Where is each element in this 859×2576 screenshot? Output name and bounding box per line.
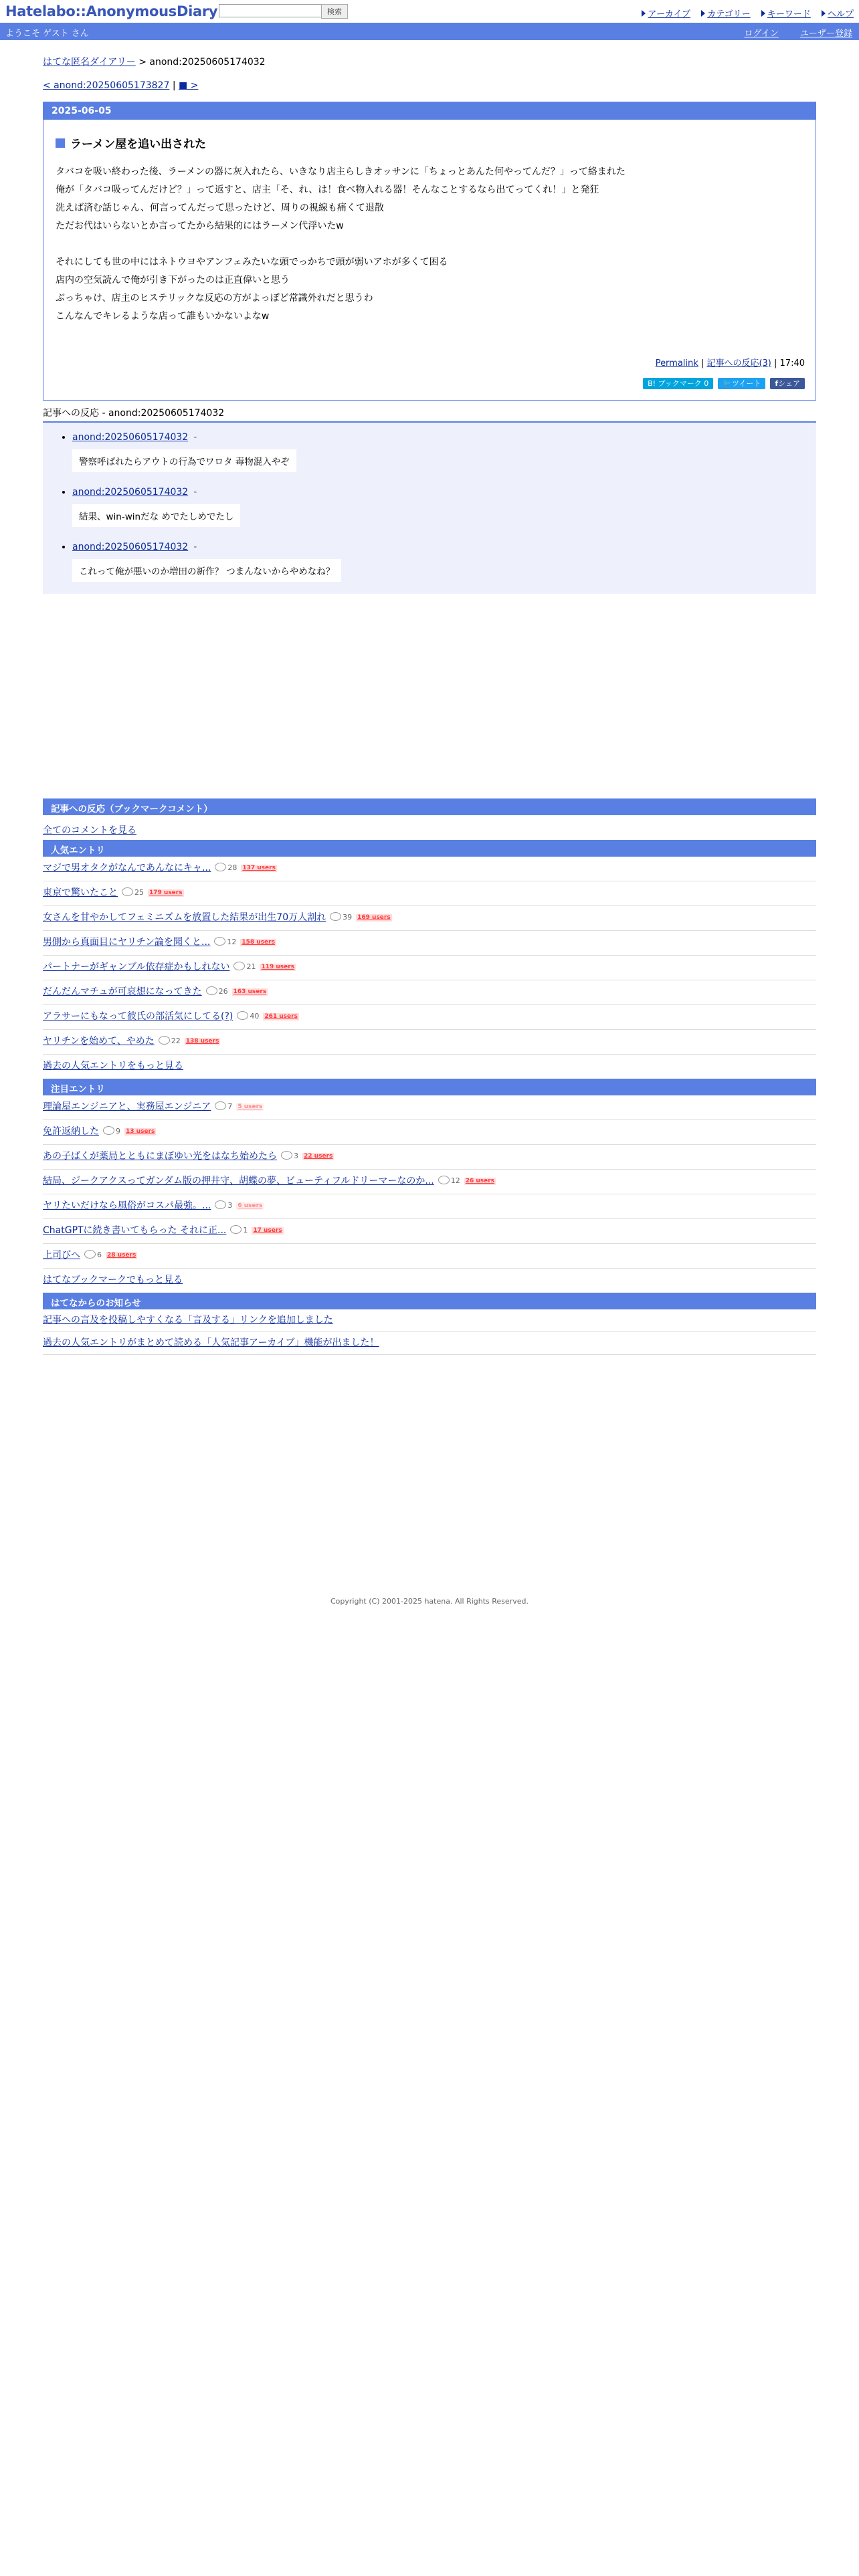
entry-row (43, 956, 816, 980)
attention-more (43, 1269, 816, 1293)
entry-link[interactable]: 女さんを甘やかしてフェミニズムを放置した結果が出生70万人割れ (43, 912, 326, 923)
bookmark-users-badge[interactable]: 26 users (465, 1177, 495, 1184)
comment-count-value: 7 (227, 1102, 233, 1111)
tweet-label: ツイート (731, 379, 761, 388)
comment-count[interactable] (215, 1095, 232, 1118)
nav-archive-link[interactable]: アーカイブ (642, 9, 690, 19)
entry-row (43, 931, 816, 956)
reaction-item (72, 487, 816, 527)
comment-count[interactable] (84, 1244, 102, 1267)
entry-row (43, 1244, 816, 1269)
body-line: 洗えば済む話じゃん、何言ってんだって思ったけど、周りの視線も痛くて退散 (56, 203, 384, 213)
comment-count[interactable] (281, 1145, 298, 1168)
breadcrumb (43, 55, 816, 68)
user-bar (0, 23, 859, 40)
comment-count[interactable] (330, 906, 352, 929)
search-input[interactable] (219, 4, 322, 17)
comment-count-value: 26 (218, 987, 228, 996)
all-comments (43, 815, 816, 840)
body-line: それにしても世の中にはネトウヨやアンフェみたいな頭でっかちで頭が弱いアホが多くて困る (56, 257, 448, 267)
hatena-bookmark-button[interactable]: B! ブックマーク 0 (643, 378, 713, 389)
entry-link[interactable]: あの子ばくが薬局とともにまぼゆい光をはなち始めたら (43, 1151, 277, 1162)
bookmark-users-badge[interactable]: 163 users (233, 988, 267, 995)
nav-help-link[interactable]: ヘルプ (822, 9, 854, 19)
welcome-text: ようこそ ゲスト さん (5, 29, 89, 39)
footer-separator: | (698, 358, 707, 368)
entry-row (43, 857, 816, 881)
news-item (43, 1309, 816, 1332)
comment-bubble-icon (206, 986, 217, 995)
body-line: ただお代はいらないとか言ってたから結果的にはラーメン代浮いたw (56, 221, 344, 231)
popular-more (43, 1055, 816, 1079)
reactions-box (43, 423, 816, 594)
entry-link[interactable]: だんだんマチュが可哀想になってきた (43, 986, 202, 997)
comment-count[interactable] (233, 956, 256, 978)
attention-entries-list (43, 1095, 816, 1269)
comment-count-value: 12 (227, 938, 237, 946)
body-line: 店内の空気読んで俺が引き下がったのは正直偉いと思う (56, 275, 290, 286)
body-line: タバコを吸い終わった後、ラーメンの器に灰入れたら、いきなり店主らしきオッサンに「ちょっとあんた何やってんだ？」って絡まれた (56, 167, 626, 177)
body-line (56, 235, 816, 253)
share-label: シェア (778, 379, 800, 388)
tweet-button[interactable] (718, 378, 765, 389)
comment-bubble-icon (215, 863, 226, 871)
login-link[interactable]: ログイン (744, 29, 779, 39)
comment-count-value: 9 (116, 1127, 120, 1136)
bookmark-users-badge[interactable]: 5 users (237, 1103, 263, 1110)
comment-count-value: 1 (243, 1226, 248, 1235)
body-line: ぶっちゃけ、店主のヒステリックな反応の方がよっぽど常識外れだと思うわ (56, 293, 373, 304)
comment-bubble-icon (215, 1101, 226, 1110)
entry-link[interactable]: ヤリチンを始めて、やめた (43, 1036, 155, 1047)
user-links (725, 26, 852, 39)
entry-link[interactable]: 理論屋エンジニアと、実務屋エンジニア (43, 1101, 211, 1112)
body-line: 俺が「タバコ吸ってんだけど？」って返すと、店主「そ、れ、は！食べ物入れる器！そんなことするなら出てってくれ！」と発狂 (56, 185, 599, 195)
facebook-share-button[interactable] (770, 378, 805, 389)
reaction-dash: - (193, 432, 197, 443)
breadcrumb-separator: > (135, 57, 150, 68)
entry-row (43, 1005, 816, 1030)
reaction-item (72, 542, 816, 582)
comment-count[interactable] (215, 857, 237, 879)
comment-bubble-icon (330, 912, 341, 921)
search-button[interactable]: 検索 (321, 4, 348, 19)
bookmark-users-badge[interactable]: 22 users (304, 1152, 333, 1160)
all-comments-link[interactable]: 全てのコメントを見る (43, 825, 136, 836)
news-link[interactable]: 過去の人気エントリがまとめて読める「人気記事アーカイブ」機能が出ました！ (43, 1337, 379, 1348)
nav-category-link[interactable]: カテゴリー (701, 9, 750, 19)
comment-bubble-icon (237, 1011, 248, 1020)
news-list (43, 1309, 816, 1355)
popular-entries-list (43, 857, 816, 1055)
entry-link[interactable]: 免許返納した (43, 1126, 99, 1137)
reaction-text: 結果、win-winだな めでたしめでたし (72, 504, 240, 527)
comment-bubble-icon (84, 1250, 96, 1259)
comment-count-value: 12 (450, 1176, 460, 1185)
entry-row (43, 1145, 816, 1170)
entry-time: | 17:40 (771, 358, 805, 368)
entry-link[interactable]: アラサーにもなって彼氏の部活気にしてる(?) (43, 1011, 233, 1022)
comment-count-value: 39 (343, 913, 353, 922)
reaction-dash: - (193, 487, 197, 498)
nav-keyword-link[interactable]: キーワード (761, 9, 811, 19)
comment-count[interactable] (214, 931, 236, 954)
entry-link[interactable]: ヤリたいだけなら風俗がコスパ最強。... (43, 1200, 211, 1211)
bookmark-users-badge[interactable]: 13 users (126, 1128, 155, 1135)
bookmark-users-badge[interactable]: 179 users (149, 889, 183, 896)
entry-row (43, 1030, 816, 1055)
reaction-link[interactable]: anond:20250605174032 (72, 542, 189, 552)
bookmark-users-badge[interactable]: 119 users (261, 963, 295, 970)
attention-entries-header: 注目エントリ (43, 1079, 816, 1095)
twitter-icon: 🐦 (723, 379, 732, 388)
entry-row (43, 906, 816, 931)
comment-count[interactable] (159, 1030, 181, 1053)
entry-title-row (56, 134, 805, 151)
reaction-dash: - (193, 542, 197, 552)
comment-count-value: 3 (294, 1152, 298, 1160)
entry-footer (43, 356, 805, 368)
news-link[interactable]: 記事への言及を投稿しやすくなる「言及する」リンクを追加しました (43, 1315, 333, 1325)
news-header: はてなからのお知らせ (43, 1293, 816, 1309)
comment-count-value: 3 (227, 1201, 233, 1210)
comment-count-value: 25 (134, 888, 144, 897)
site-logo[interactable]: Hatelabo::AnonymousDiary (5, 3, 218, 19)
diary-day (43, 102, 816, 401)
permalink[interactable]: Permalink (655, 358, 698, 368)
bookmark-comments-header: 記事への反応（ブックマークコメント） (43, 798, 816, 815)
entry-row (43, 1194, 816, 1219)
entry-row (43, 1170, 816, 1194)
comment-count[interactable] (230, 1219, 248, 1242)
main-content (43, 40, 816, 1355)
comment-bubble-icon (230, 1225, 242, 1234)
comment-bubble-icon (215, 1200, 226, 1209)
bookmark-users-badge[interactable]: 169 users (357, 914, 391, 921)
prev-entry-link[interactable]: < anond:20250605173827 (43, 80, 170, 91)
title-square-icon[interactable] (56, 138, 65, 148)
reaction-text: これって俺が悪いのか増田の新作？ つまんないからやめなね？ (72, 559, 341, 582)
entry-link[interactable]: 上司びへ (43, 1250, 80, 1261)
comment-count-value: 22 (171, 1037, 181, 1045)
facebook-icon: f (775, 379, 779, 388)
comment-bubble-icon (438, 1176, 450, 1184)
comment-count-value: 28 (227, 863, 237, 872)
reaction-item (72, 432, 816, 472)
popular-more-link[interactable]: 過去の人気エントリをもっと見る (43, 1061, 183, 1071)
ad-space (43, 594, 816, 794)
entry-body (56, 163, 816, 326)
entry-link[interactable]: パートナーがギャンブル依存症かもしれない (43, 962, 230, 972)
pager (43, 80, 816, 91)
register-link[interactable]: ユーザー登録 (799, 29, 852, 39)
comment-count[interactable] (103, 1120, 120, 1143)
reactions-title: 記事への反応 - anond:20250605174032 (43, 406, 816, 423)
entry-link[interactable]: 東京で驚いたこと (43, 887, 118, 898)
header (0, 0, 859, 23)
news-item (43, 1332, 816, 1355)
entry-link[interactable]: 男側から真面目にヤリチン論を聞くと... (43, 937, 211, 948)
copyright: Copyright (C) 2001-2025 hatena. All Rights Reserved. (330, 1597, 529, 1606)
next-entry-link[interactable]: ■ > (179, 80, 199, 91)
entry-link[interactable]: 結局、ジークアクスってガンダム版の押井守、胡蝶の夢、ビューティフルドリーマーなのか... (43, 1176, 434, 1186)
reaction-link[interactable]: anond:20250605174032 (72, 432, 189, 443)
entry-link[interactable]: マジで男オタクがなんであんなにキャ... (43, 863, 211, 873)
comment-count[interactable] (438, 1170, 460, 1192)
bookmark-users-badge[interactable]: 138 users (185, 1037, 219, 1045)
reactions-list (43, 432, 816, 582)
comment-count[interactable] (206, 980, 228, 1003)
bookmark-users-badge[interactable]: 17 users (253, 1226, 282, 1234)
entry-row (43, 881, 816, 906)
day-date: 2025-06-05 (43, 102, 816, 120)
comment-bubble-icon (281, 1151, 292, 1160)
popular-entries-header: 人気エントリ (43, 840, 816, 857)
entry-row (43, 1219, 816, 1244)
comment-bubble-icon (233, 962, 245, 970)
breadcrumb-current: anond:20250605174032 (149, 57, 266, 68)
share-buttons (43, 378, 805, 389)
comment-count-value: 40 (250, 1012, 260, 1021)
comment-count-value: 21 (246, 962, 256, 971)
bookmark-users-badge[interactable]: 261 users (264, 1012, 298, 1020)
entry-row (43, 1120, 816, 1145)
comment-bubble-icon (103, 1126, 114, 1135)
comment-count[interactable] (215, 1194, 232, 1217)
bookmark-users-badge[interactable]: 28 users (107, 1251, 136, 1259)
bookmark-users-badge[interactable]: 158 users (242, 938, 275, 946)
comment-bubble-icon (214, 937, 225, 946)
comment-count[interactable] (237, 1005, 259, 1028)
reactions-link[interactable]: 記事への反応(3) (706, 358, 771, 368)
entry-row (43, 1095, 816, 1120)
bookmark-users-badge[interactable]: 137 users (242, 864, 276, 871)
entry-row (43, 980, 816, 1005)
body-line: こんなんでキレるような店って誰もいかないよなw (56, 311, 270, 322)
comment-bubble-icon (122, 887, 133, 896)
top-nav (634, 7, 854, 19)
comment-bubble-icon (159, 1036, 170, 1045)
reaction-text: 警察呼ばれたらアウトの行為でワロタ 毒物混入やぞ (72, 449, 296, 472)
pager-separator: | (169, 80, 179, 91)
entry-link[interactable]: ChatGPTに続き書いてもらった それに正... (43, 1225, 227, 1236)
comment-count[interactable] (122, 881, 144, 904)
entry-title: ラーメン屋を追い出された (70, 138, 207, 151)
bookmark-users-badge[interactable]: 6 users (237, 1202, 263, 1209)
attention-more-link[interactable]: はてなブックマークでもっと見る (43, 1275, 183, 1285)
comment-count-value: 6 (97, 1251, 102, 1259)
breadcrumb-home-link[interactable]: はてな匿名ダイアリー (43, 57, 136, 68)
reaction-link[interactable]: anond:20250605174032 (72, 487, 189, 498)
